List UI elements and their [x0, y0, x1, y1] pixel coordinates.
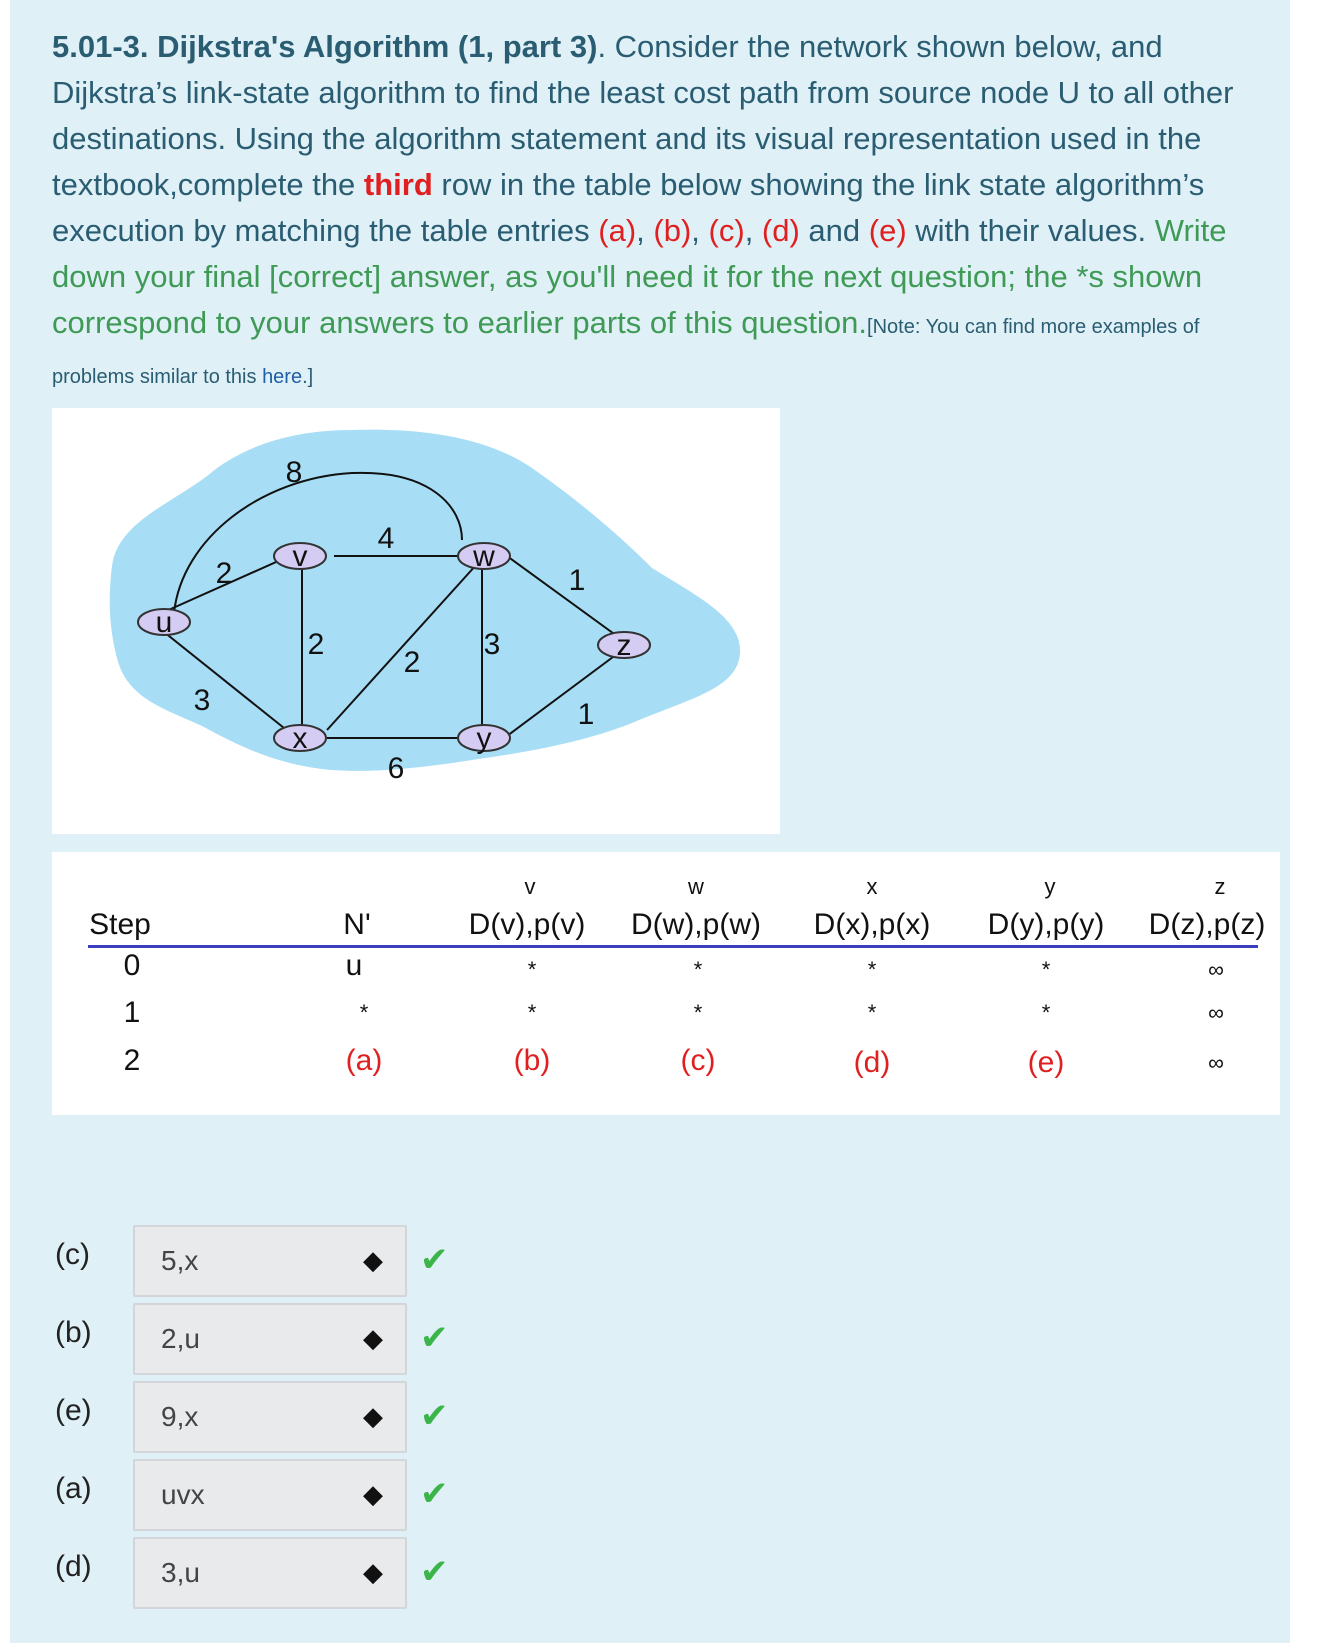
- col-top-z: z: [1214, 874, 1226, 899]
- network-cloud: [110, 430, 740, 771]
- select-arrow-icon: ◆: [363, 1557, 383, 1587]
- edge-cost-vw: 4: [377, 522, 395, 555]
- header-z: D(z),p(z): [1148, 908, 1266, 941]
- answer-select-a[interactable]: [133, 1459, 407, 1531]
- check-icon: ✔: [420, 1241, 449, 1279]
- select-value: 5,x: [161, 1245, 199, 1276]
- select-value: 3,u: [161, 1557, 200, 1588]
- answer-select-b[interactable]: [133, 1303, 407, 1375]
- answer-select-d[interactable]: [133, 1537, 407, 1609]
- col-top-w: w: [688, 874, 704, 899]
- header-x: D(x),p(x): [813, 908, 931, 941]
- edge-cost-uw: 8: [285, 456, 303, 489]
- answer-select-c[interactable]: [133, 1225, 407, 1297]
- header-v: D(v),p(v): [468, 908, 586, 941]
- edge-cost-vx: 2: [307, 628, 325, 661]
- dijkstra-table: v w x y z Step N' D(v),p(v) D(w),p(w) D(x),p(x) D(y),p(y) D(z),p(z) 0 u * * * * ∞ 1 * * * * * ∞ 2 (a) (b) (c) (d) (e) ∞: [52, 852, 1280, 1115]
- check-icon: ✔: [420, 1553, 449, 1591]
- answer-label: (c): [55, 1238, 90, 1271]
- edge-cost-xw: 2: [403, 646, 421, 679]
- header-underline: [88, 945, 1258, 948]
- check-icon: ✔: [420, 1397, 449, 1435]
- network-diagram: [52, 408, 780, 834]
- header-y: D(y),p(y): [987, 908, 1105, 941]
- answer-label: (b): [55, 1316, 92, 1349]
- header-w: D(w),p(w): [631, 908, 761, 941]
- edge-cost-wy: 3: [483, 628, 501, 661]
- check-icon: ✔: [420, 1475, 449, 1513]
- answer-label: (a): [55, 1472, 92, 1505]
- select-value: 9,x: [161, 1401, 199, 1432]
- node-label-z: z: [616, 629, 632, 662]
- edge-cost-uv: 2: [215, 557, 233, 590]
- network-graph: [52, 408, 780, 834]
- node-label-x: x: [292, 722, 308, 755]
- col-top-x: x: [866, 874, 878, 899]
- edge-cost-xy: 6: [387, 752, 405, 785]
- answer-select-e[interactable]: [133, 1381, 407, 1453]
- question-title: 5.01-3. Dijkstra's Algorithm (1, part 3): [52, 29, 598, 64]
- edge-cost-wz: 1: [568, 564, 586, 597]
- select-arrow-icon: ◆: [363, 1479, 383, 1509]
- here-link[interactable]: here: [262, 366, 303, 388]
- node-label-w: w: [473, 540, 495, 573]
- col-top-v: v: [524, 874, 536, 899]
- answer-label: (d): [55, 1550, 92, 1583]
- select-arrow-icon: ◆: [363, 1323, 383, 1353]
- check-icon: ✔: [420, 1319, 449, 1357]
- select-value: 2,u: [161, 1323, 200, 1354]
- header-step: Step: [89, 908, 151, 941]
- node-label-u: u: [155, 606, 173, 639]
- edge-cost-yz: 1: [577, 698, 595, 731]
- edge-cost-ux: 3: [193, 684, 211, 717]
- question-text: 5.01-3. Dijkstra's Algorithm (1, part 3). Consider the network shown below, and Dijkstra’s link-state algorithm to find the least cost path from source node U to all other destinations. Using the algorithm statement and its visual representation used in the textbook,complete the third row in the table below showing the link state algorithm’s execution by matching the table entries (a), (b), (c), (d) and (e) with their values. Write down your final [correct] answer, as you'll need it for the next question; the *s shown correspond to your answers to earlier parts of this question.[Note: You can find more examples of problems similar to this here.]: [52, 29, 1234, 388]
- select-value: uvx: [161, 1479, 205, 1510]
- header-nprime: N': [343, 908, 371, 941]
- node-label-v: v: [292, 540, 308, 573]
- node-label-y: y: [476, 722, 492, 755]
- select-arrow-icon: ◆: [363, 1245, 383, 1275]
- col-top-y: y: [1044, 874, 1056, 899]
- answer-label: (e): [55, 1394, 92, 1427]
- select-arrow-icon: ◆: [363, 1401, 383, 1431]
